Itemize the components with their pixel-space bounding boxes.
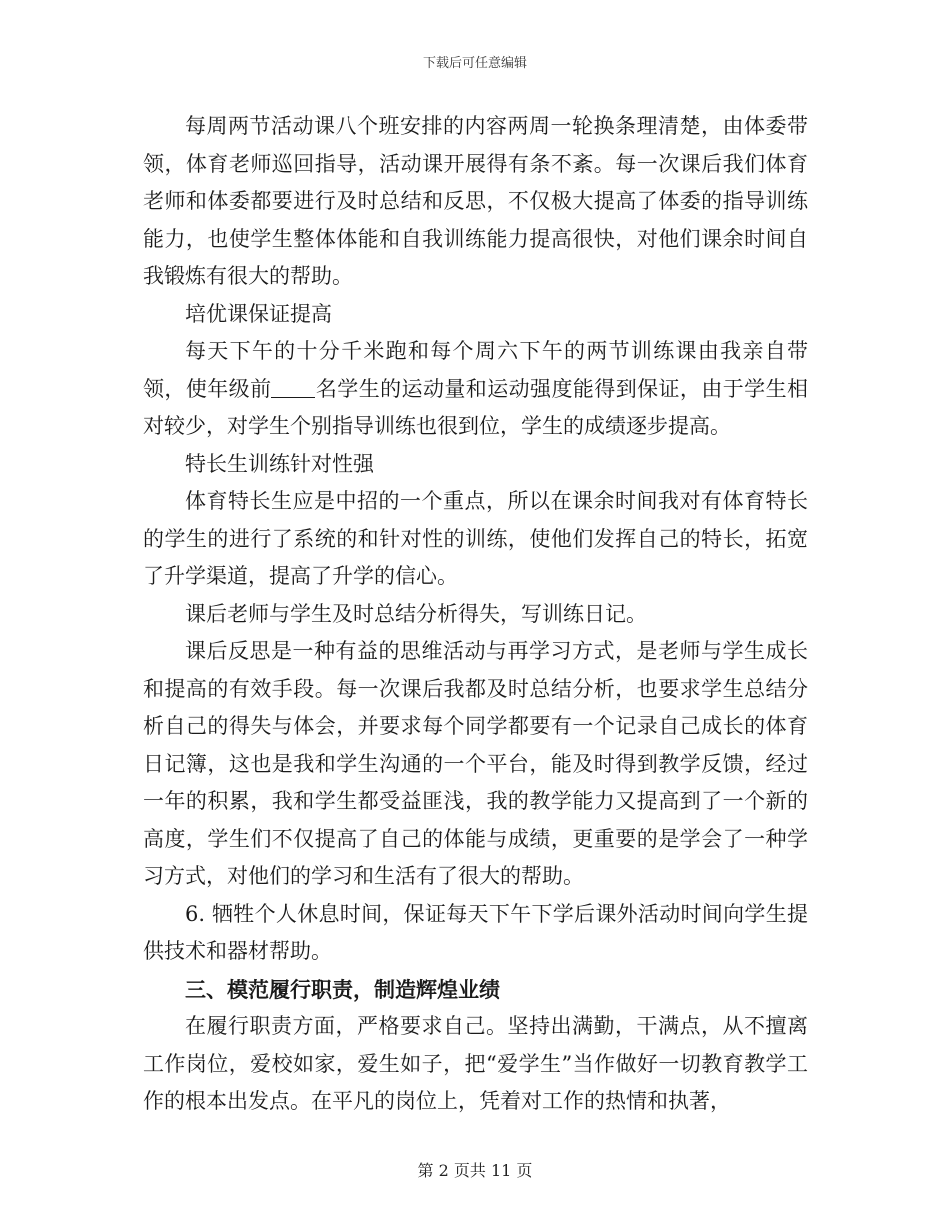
fill-in-blank	[271, 376, 315, 398]
subheading-specialty-students: 特长生训练针对性强	[185, 451, 374, 476]
paragraph-specialty-students: 体育特长生应是中招的一个重点，所以在课余时间我对有体育特长的学生的进行了系统的和针对性的训练，使他们发挥自己的特长，拓宽了升学渠道，提高了升学的信心。	[143, 489, 808, 588]
paragraph-training-class-after: 名学生的运动量和运动强度能得到保证，由于学生相对较少，对学生个别指导训练也很到位，学生的成绩逐步提高。	[143, 376, 808, 438]
paragraph-training-class	[143, 333, 808, 446]
paragraph-item-6: 6. 牺牲个人休息时间，保证每天下午下学后课外活动时间向学生提供技术和器材帮助。	[143, 901, 808, 963]
document-body	[143, 108, 808, 1121]
page-header: 下载后可任意编辑	[422, 56, 527, 71]
section-heading-3: 三、模范履行职责，制造辉煌业绩	[185, 976, 500, 1002]
paragraph-duties: 在履行职责方面，严格要求自己。坚持出满勤，干满点，从不擅离工作岗位，爱校如家，爱生如子，把“爱学生”当作做好一切教育教学工作的根本出发点。在平凡的岗位上，凭着对工作的热情和执著，	[143, 1014, 808, 1113]
subheading-advanced-class: 培优课保证提高	[185, 301, 332, 326]
paragraph-activity-class: 每周两节活动课八个班安排的内容两周一轮换条理清楚，由体委带领，体育老师巡回指导，活动课开展得有条不紊。每一次课后我们体育老师和体委都要进行及时总结和反思，不仅极大提高了体委的指导训练能力，也使学生整体体能和自我训练能力提高很快，对他们课余时间自我锻炼有很大的帮助。	[143, 114, 808, 288]
page-footer: 第 2 页共 11 页	[417, 1161, 533, 1180]
subheading-after-class-review: 课后老师与学生及时总结分析得失，写训练日记。	[185, 601, 647, 626]
paragraph-training-class-before: 每天下午的十分千米跑和每个周六下午的两节训练课由我亲自带领，使年级前	[143, 339, 808, 401]
paragraph-reflection: 课后反思是一种有益的思维活动与再学习方式，是老师与学生成长和提高的有效手段。每一次课后我都及时总结分析，也要求学生总结分析自己的得失与体会，并要求每个同学都要有一个记录自己成长的体育日记簿，这也是我和学生沟通的一个平台，能及时得到教学反馈，经过一年的积累，我和学生都受益匪浅，我的教学能力又提高到了一个新的高度，学生们不仅提高了自己的体能与成绩，更重要的是学会了一种学习方式，对他们的学习和生活有了很大的帮助。	[143, 639, 808, 888]
